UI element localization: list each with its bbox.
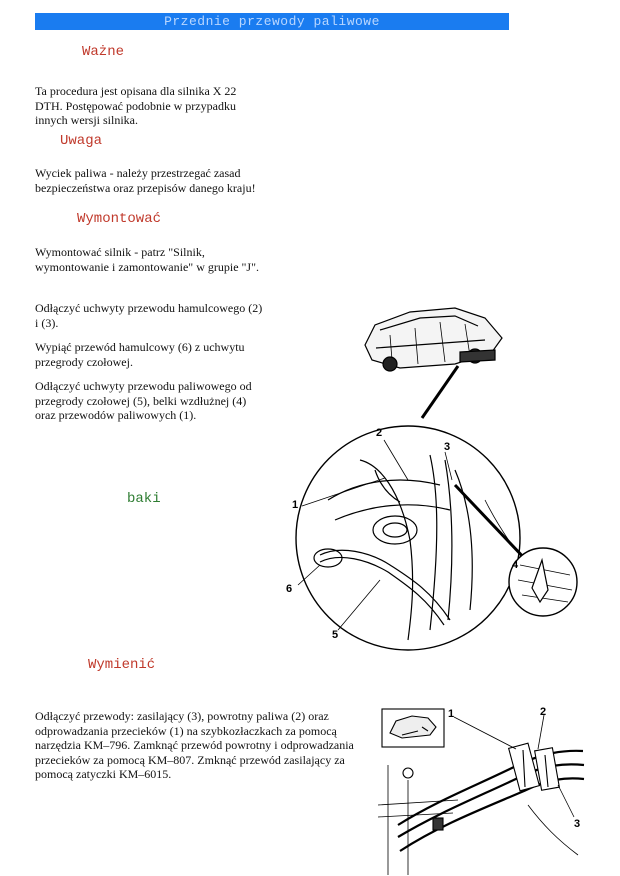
quick-connectors-illustration	[378, 705, 592, 875]
wymontowac-step-3: Wypiąć przewód hamulcowy (6) z uchwytu przegrody czołowej.	[35, 340, 245, 369]
wazne-text: Ta procedura jest opisana dla silnika X 22 DTH. Postępować podobnie w przypadku innych wersji silnika.	[35, 84, 237, 127]
heading-uwaga: Uwaga	[60, 133, 103, 149]
callout-1: 1	[292, 499, 299, 511]
page-title: Przednie przewody paliwowe	[35, 13, 509, 30]
callout-1: 1	[448, 708, 455, 720]
wymienic-text: Odłączyć przewody: zasilający (3), powrotny paliwa (2) oraz odprowadzania przecieków (1) na szybkozłaczkach za pomocą narzędzia KM–796. Zamknąć przewód powrotny i odprowadzania przecieków za pomocą KM–807. Zmknąć przewód zasilający za pomocą zatyczki KM–6015.	[35, 709, 354, 781]
wymontowac-step-2: Odłączyć uchwyty przewodu hamulcowego (2) i (3).	[35, 301, 263, 330]
uwaga-text: Wyciek paliwa - należy przestrzegać zasad bezpieczeństwa oraz przepisów danego kraju!	[35, 166, 256, 195]
callout-3: 3	[444, 441, 451, 453]
wymontowac-step-4: Odłączyć uchwyty przewodu paliwowego od przegrody czołowej (5), belki wzdłużnej (4) oraz przewodów paliwowych (1).	[35, 379, 252, 422]
fuel-lines-removal-illustration	[280, 290, 600, 660]
callout-2: 2	[540, 706, 547, 718]
heading-baki: baki	[127, 491, 161, 507]
callout-4: 4	[512, 559, 519, 571]
heading-wazne: Ważne	[82, 44, 125, 60]
wymontowac-step-1: Wymontować silnik - patrz "Silnik, wymontowanie i zamontowanie" w grupie "J".	[35, 245, 259, 274]
callout-6: 6	[286, 583, 293, 595]
callout-3: 3	[574, 818, 581, 830]
callout-2: 2	[376, 427, 383, 439]
heading-wymontowac: Wymontować	[77, 211, 162, 227]
callout-5: 5	[332, 629, 339, 641]
heading-wymienic: Wymienić	[88, 657, 156, 673]
